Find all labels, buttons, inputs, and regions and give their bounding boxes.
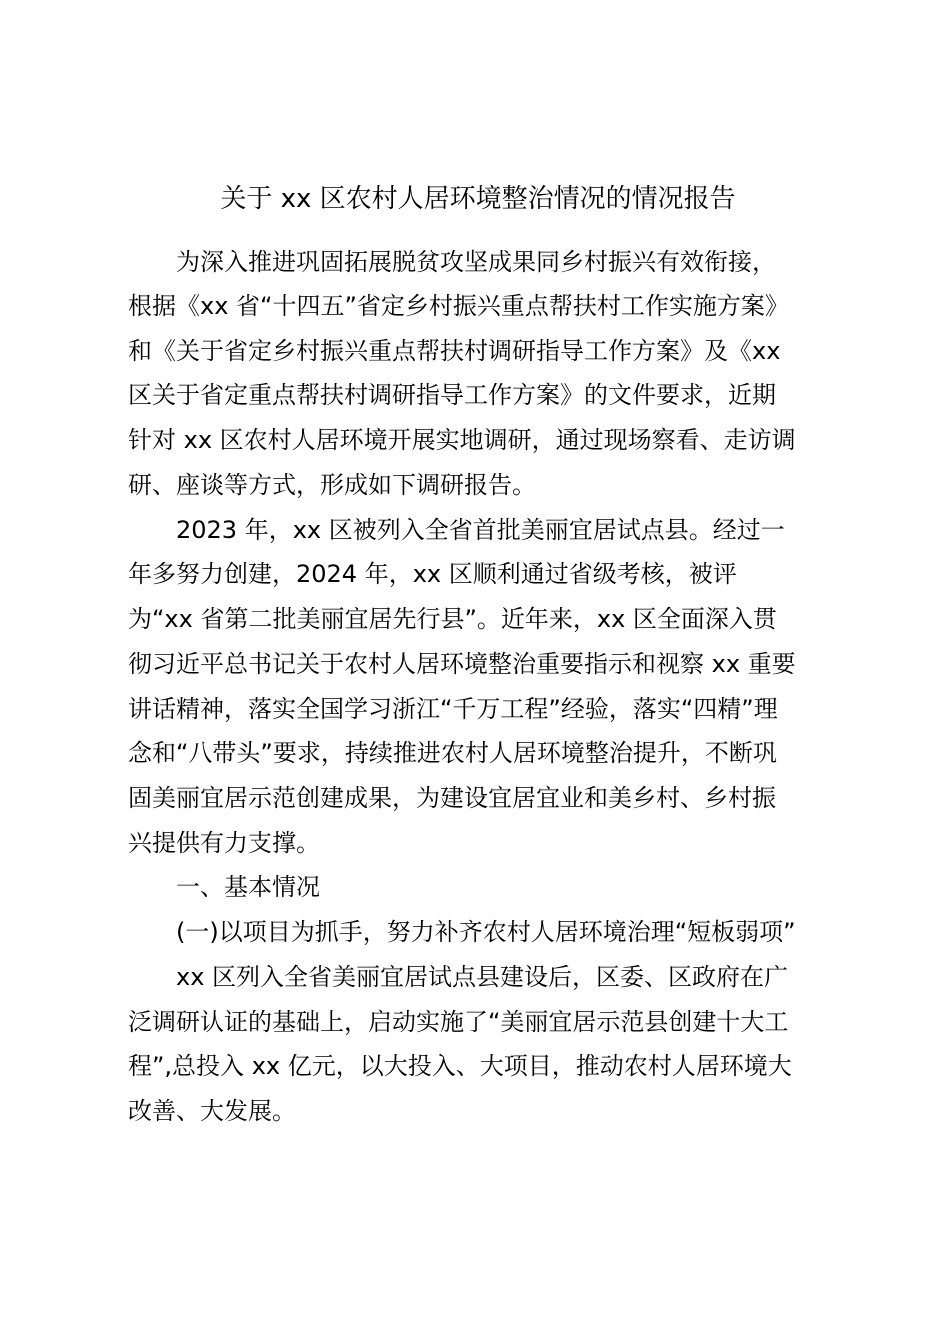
paragraph-2-line-8: 兴提供有力支撑。 [128, 829, 320, 857]
paragraph-1-line-2: 根据《xx 省“十四五”省定乡村振兴重点帮扶村工作实施方案》 [128, 292, 789, 320]
paragraph-3-line-2: 泛调研认证的基础上，启动实施了“美丽宜居示范县创建十大工 [128, 1008, 789, 1036]
paragraph-1-line-1: 为深入推进巩固拓展脱贫攻坚成果同乡村振兴有效衔接， [176, 248, 776, 276]
paragraph-3-line-1: xx 区列入全省美丽宜居试点县建设后，区委、区政府在广 [176, 963, 789, 991]
paragraph-2-line-4: 彻习近平总书记关于农村人居环境整治重要指示和视察 xx 重要 [128, 650, 796, 678]
document-title: 关于 xx 区农村人居环境整治情况的情况报告 [220, 184, 736, 214]
paragraph-2-line-7: 固美丽宜居示范创建成果，为建设宜居宜业和美乡村、乡村振 [128, 784, 776, 812]
paragraph-3-line-4: 改善、大发展。 [128, 1097, 296, 1125]
paragraph-2-line-3: 为“xx 省第二批美丽宜居先行县”。近年来，xx 区全面深入贯 [128, 605, 777, 633]
section-heading: 一、基本情况 [176, 873, 320, 901]
paragraph-1-line-4: 区关于省定重点帮扶村调研指导工作方案》的文件要求，近期 [128, 381, 776, 409]
paragraph-2-line-1: 2023 年，xx 区被列入全省首批美丽宜居试点县。经过一 [176, 516, 785, 544]
subsection-heading: (一)以项目为抓手，努力补齐农村人居环境治理“短板弱项” [176, 918, 796, 946]
paragraph-2-line-2: 年多努力创建，2024 年，xx 区顺利通过省级考核，被评 [128, 560, 737, 588]
paragraph-3-line-3: 程”,总投入 xx 亿元，以大投入、大项目，推动农村人居环境大 [128, 1052, 792, 1080]
paragraph-1-line-5: 针对 xx 区农村人居环境开展实地调研，通过现场察看、走访调 [128, 426, 796, 454]
paragraph-2-line-6: 念和“八带头”要求，持续推进农村人居环境整治提升，不断巩 [128, 739, 777, 767]
paragraph-1-line-6: 研、座谈等方式，形成如下调研报告。 [128, 471, 536, 499]
paragraph-1-line-3: 和《关于省定乡村振兴重点帮扶村调研指导工作方案》及《xx [128, 337, 781, 365]
paragraph-2-line-5: 讲话精神，落实全国学习浙江“千万工程”经验，落实“四精”理 [128, 695, 778, 723]
